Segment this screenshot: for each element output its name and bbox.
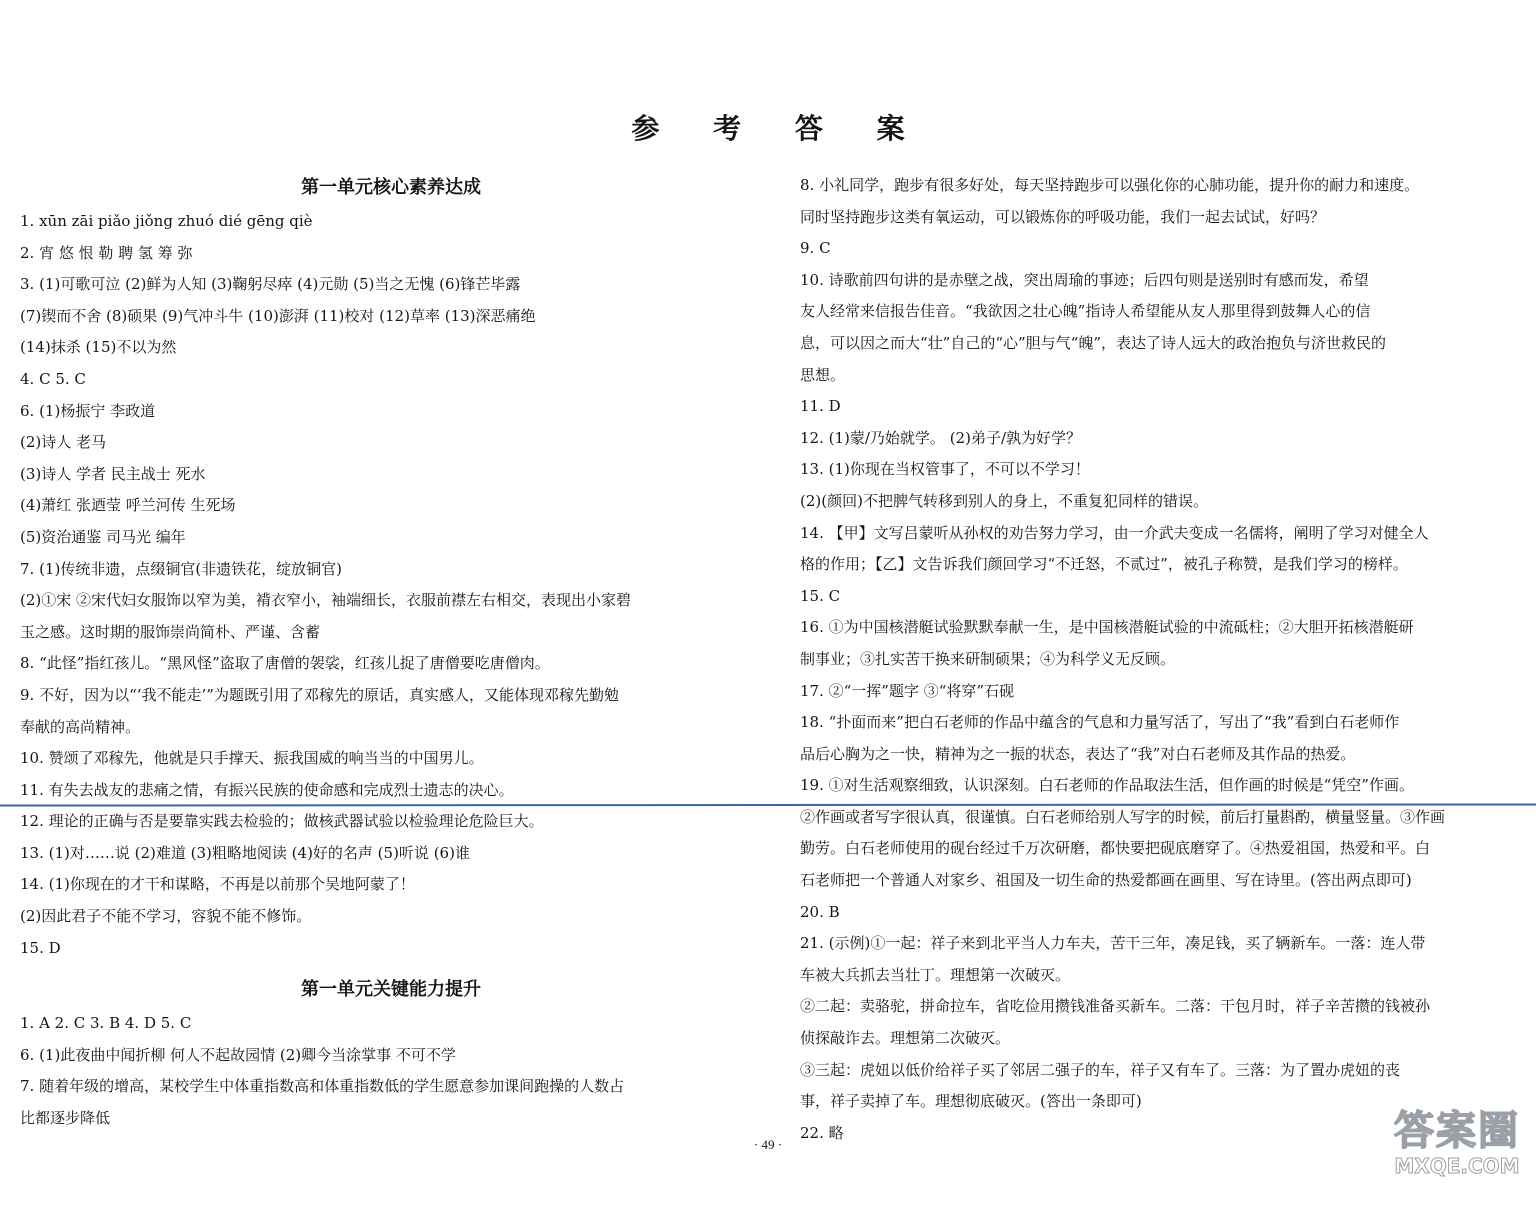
answer-line: 20. B [800, 902, 840, 921]
answer-line: 11. D [800, 397, 841, 416]
answer-line: 12. (1)蒙/乃始就学。 (2)弟子/孰为好学？ [800, 428, 1081, 447]
answer-line: 15. D [20, 938, 61, 957]
answer-line: ②作画或者写字很认真，很谨慎。白石老师给别人写字的时候，前后打量斟酌，横量竖量。③作画 [800, 807, 1446, 826]
answer-line: 21. (示例)①一起：祥子来到北平当人力车夫，苦干三年，凑足钱，买了辆新车。一落：连人带 [800, 934, 1426, 953]
answer-line: 勤劳。白石老师使用的砚台经过千万次研磨，都快要把砚底磨穿了。④热爱祖国，热爱和平。白 [800, 839, 1431, 858]
answer-line: 10. 赞颂了邓稼先，他就是只手撑天、振我国威的响当当的中国男儿。 [20, 749, 484, 768]
answer-line: 品后心胸为之一快，精神为之一振的状态，表达了“我”对白石老师及其作品的热爱。 [800, 744, 1356, 763]
answer-line: 7. (1)传统非遗，点缀铜官(非遗铁花，绽放铜官) [20, 559, 343, 578]
answer-line: 7. 随着年级的增高，某校学生中体重指数高和体重指数低的学生愿意参加课间跑操的人数占 [20, 1077, 625, 1096]
answer-line: 息，可以因之而大“壮”自己的“心”胆与气“魄”，表达了诗人远大的政治抱负与济世救民的 [800, 333, 1387, 352]
answer-line: (2)诗人 老马 [20, 433, 107, 452]
answer-line: (7)锲而不舍 (8)硕果 (9)气冲斗牛 (10)澎湃 (11)校对 (12)草率 (13)深恶痛绝 [20, 306, 536, 325]
page-number: · 49 · [753, 1137, 783, 1152]
answer-line: 14. (1)你现在的才干和谋略，不再是以前那个吴地阿蒙了！ [20, 875, 415, 894]
answer-line: 11. 有失去战友的悲痛之情，有振兴民族的使命感和完成烈士遗志的决心。 [20, 780, 514, 799]
right-column [800, 170, 1522, 1149]
answer-line: (5)资治通鉴 司马光 编年 [20, 527, 186, 546]
answer-line: (2)(颜回)不把脾气转移到别人的身上，不重复犯同样的错误。 [800, 491, 1208, 510]
answer-line: 同时坚持跑步这类有氧运动，可以锻炼你的呼吸功能，我们一起去试试，好吗？ [800, 207, 1326, 226]
section-heading-ability: 第一单元关键能力提升 [301, 979, 481, 1001]
answer-line: 奉献的高尚精神。 [20, 717, 141, 736]
answer-line: 车被大兵抓去当壮丁。理想第一次破灭。 [800, 965, 1071, 984]
answer-line: 友人经常来信报告佳音。“我欲因之壮心魄”指诗人希望能从友人那里得到鼓舞人心的信 [800, 302, 1371, 321]
left-answers-core [20, 206, 762, 964]
answer-line: 12. 理论的正确与否是要靠实践去检验的；做核武器试验以检验理论危险巨大。 [20, 812, 544, 831]
answer-line: (2)因此君子不能不学习，容貌不能不修饰。 [20, 907, 312, 926]
answer-line: (3)诗人 学者 民主战士 死水 [20, 464, 206, 483]
answer-line: (2)①宋 ②宋代妇女服饰以窄为美，褙衣窄小，袖端细长，衣服前襟左右相交，表现出小家碧 [20, 591, 632, 610]
answer-line: 石老师把一个普通人对家乡、祖国及一切生命的热爱都画在画里、写在诗里。(答出两点即可) [800, 871, 1412, 890]
right-answers [800, 170, 1522, 1149]
answer-line: 3. (1)可歌可泣 (2)鲜为人知 (3)鞠躬尽瘁 (4)元勋 (5)当之无愧 (6)锋芒毕露 [20, 275, 521, 294]
answer-line: 15. C [800, 586, 841, 605]
answer-line: 6. (1)杨振宁 李政道 [20, 401, 156, 420]
answer-line: 13. (1)对……说 (2)难道 (3)粗略地阅读 (4)好的名声 (5)听说 (6)谁 [20, 843, 470, 862]
answer-line: 2. 宵 悠 恨 勒 聘 氢 筹 弥 [20, 243, 193, 262]
answer-line: 13. (1)你现在当权管事了，不可以不学习！ [800, 460, 1090, 479]
answer-line: 玉之感。这时期的服饰崇尚简朴、严谨、含蓄 [20, 622, 321, 641]
answer-line: 16. ①为中国核潜艇试验默默奉献一生，是中国核潜艇试验的中流砥柱；②大胆开拓核潜艇研 [800, 618, 1414, 637]
page-title: 参 考 答 案 [631, 112, 927, 145]
answer-line: 19. ①对生活观察细致，认识深刻。白石老师的作品取法生活，但作画的时候是“凭空”作画。 [800, 776, 1414, 795]
answer-line: 8. “此怪”指红孩儿。“黑风怪”盗取了唐僧的袈裟，红孩儿捉了唐僧要吃唐僧肉。 [20, 654, 550, 673]
section-heading-core: 第一单元核心素养达成 [301, 177, 481, 198]
answer-line: 18. “扑面而来”把白石老师的作品中蕴含的气息和力量写活了，写出了“我”看到白石老师作 [800, 713, 1400, 732]
answer-line: 9. C [800, 239, 831, 258]
left-column [20, 170, 762, 1135]
answer-line: 1. A 2. C 3. B 4. D 5. C [20, 1014, 192, 1033]
answer-line: 思想。 [800, 365, 846, 384]
answer-line: 侦探敲诈去。理想第二次破灭。 [800, 1029, 1011, 1048]
answer-line: ②二起：卖骆驼，拼命拉车，省吃俭用攒钱准备买新车。二落：干包月时，祥子辛苦攒的钱被孙 [800, 997, 1431, 1016]
watermark-logo [1392, 1109, 1522, 1193]
answer-line: (4)萧红 张迺莹 呼兰河传 生死场 [20, 496, 236, 515]
answer-line: 10. 诗歌前四句讲的是赤壁之战，突出周瑜的事迹；后四句则是送别时有感而发，希望 [800, 270, 1369, 289]
answer-line: 比都逐步降低 [20, 1109, 111, 1128]
answer-line: ③三起：虎妞以低价给祥子买了邻居二强子的车，祥子又有车了。三落：为了置办虎妞的丧 [800, 1060, 1401, 1079]
left-answers-ability [20, 1008, 762, 1134]
answer-line: (14)抹杀 (15)不以为然 [20, 338, 177, 357]
answer-line: 8. 小礼同学，跑步有很多好处，每天坚持跑步可以强化你的心肺功能，提升你的耐力和速度。 [800, 176, 1420, 194]
answer-line: 4. C 5. C [20, 369, 86, 388]
answer-line: 1. xūn zāi piǎo jiǒng zhuó dié gēng qiè [20, 212, 313, 230]
answer-line: 制事业；③扎实苦干换来研制硕果；④为科学义无反顾。 [800, 649, 1176, 668]
answer-line: 事，祥子卖掉了车。理想彻底破灭。(答出一条即可) [800, 1092, 1142, 1111]
watermark-bottom-text: MXQE.COM [1394, 1154, 1520, 1178]
answer-line: 6. (1)此夜曲中闻折柳 何人不起故园情 (2)卿今当涂掌事 不可不学 [20, 1045, 456, 1064]
answer-line: 格的作用；【乙】文告诉我们颜回学习“不迁怒，不贰过”，被孔子称赞，是我们学习的榜样。 [800, 555, 1408, 574]
answer-line: 22. 略 [800, 1123, 844, 1142]
answer-line: 17. ②“一挥”题字 ③“将穿”石砚 [800, 681, 1015, 700]
answer-line: 9. 不好，因为以“‘我不能走’”为题既引用了邓稼先的原话，真实感人，又能体现邓稼先勤勉 [20, 685, 619, 704]
answer-line: 14. 【甲】文写吕蒙听从孙权的劝告努力学习，由一介武夫变成一名儒将，阐明了学习对健全人 [800, 523, 1429, 542]
watermark-top-text: 答案圈 [1394, 1108, 1520, 1154]
